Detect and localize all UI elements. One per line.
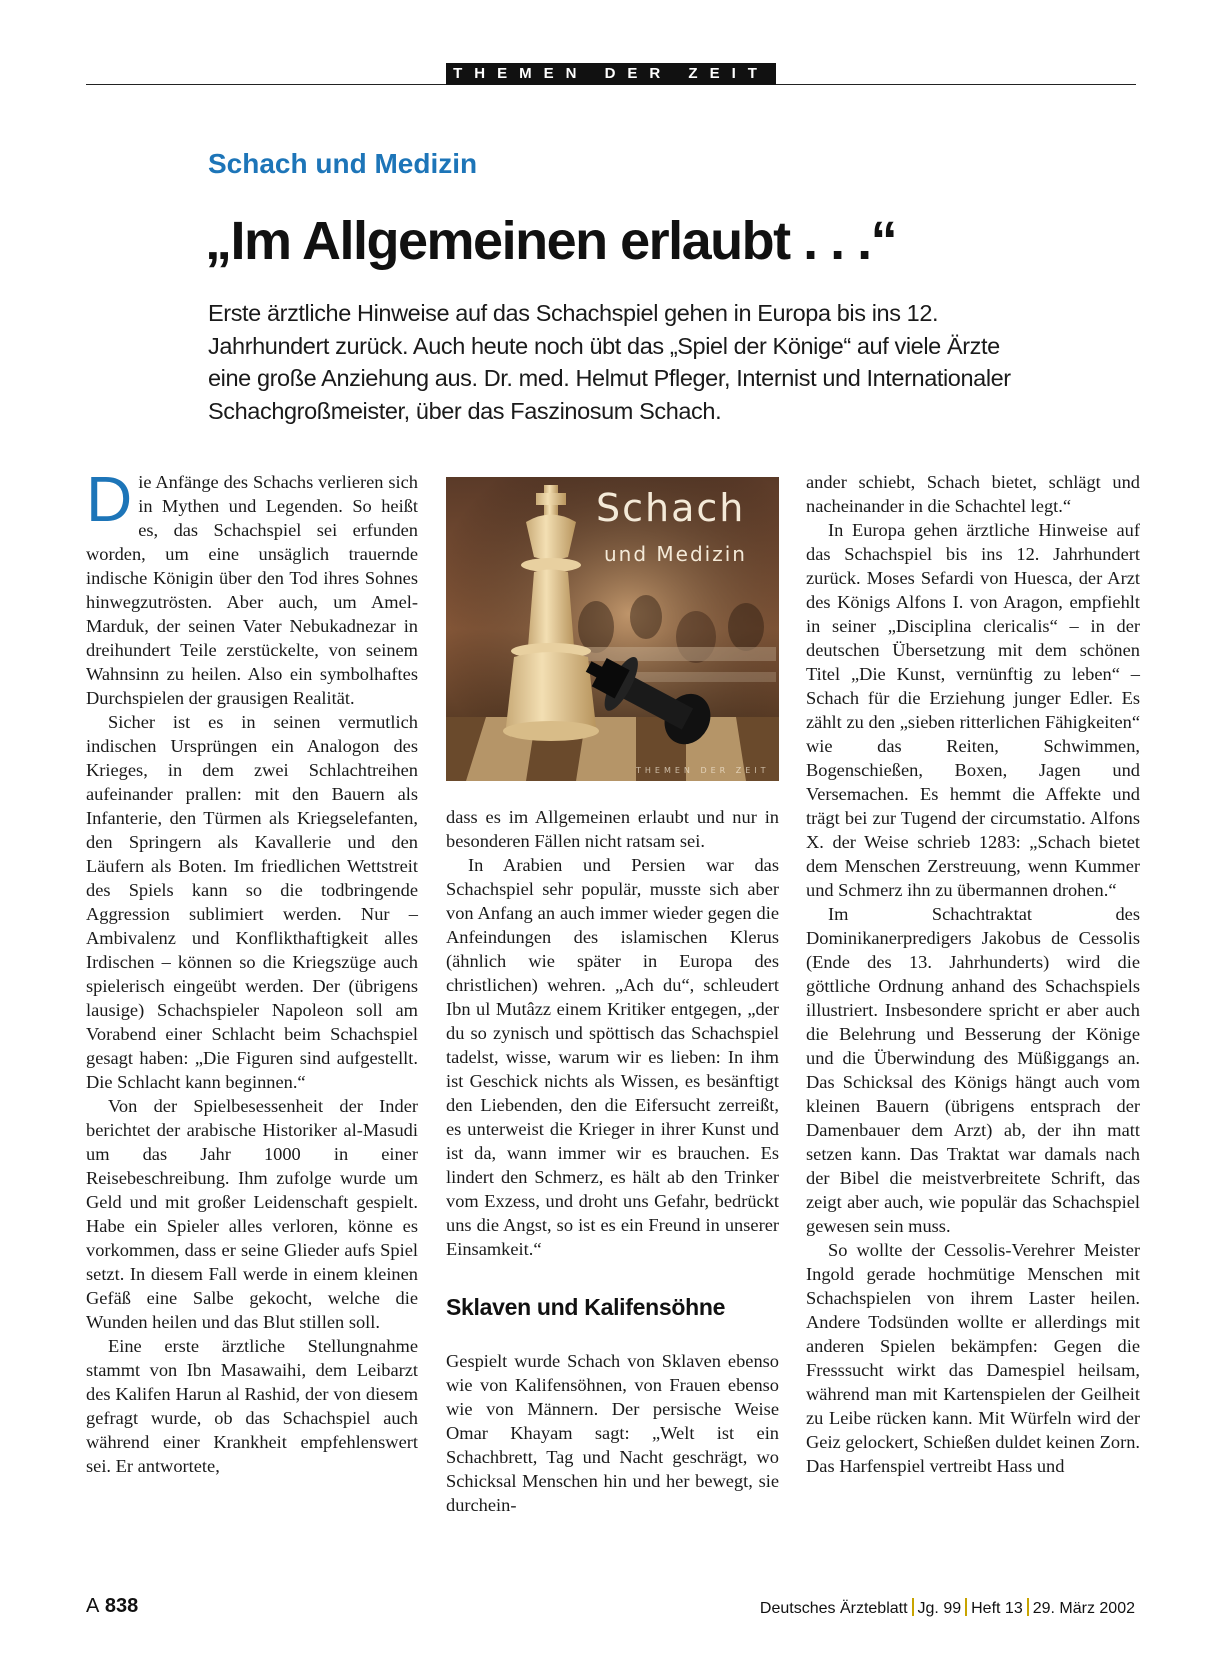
journal-info bbox=[760, 1598, 1135, 1618]
paragraph: Sicher ist es in seinen vermutlich indischen Ursprüngen ein Analogon des Krieges, in dem zwei Schlachtreihen aufeinander prallen: mit den Bauern als Infanterie, den Türmen als Kriegselefanten, den Springern als Kavallerie und den Läufern als Boten. Im friedlichen Wettstreit des Spiels kann so die todbringende Aggression sublimiert werden. Nur – Ambivalenz und Konflikthaftigkeit alles Irdischen – können so die Kriegszüge auch spielerisch eingeübt werden. Der (übrigens lausige) Schachspieler Napoleon soll am Vorabend einer Schlacht beim Schachspiel gesagt haben: „Die Figuren sind aufgestellt. Die Schlacht kann beginnen.“ bbox=[86, 712, 418, 1092]
paragraph: dass es im Allgemeinen erlaubt und nur in besonderen Fällen nicht ratsam sei. bbox=[446, 807, 779, 851]
paragraph: Von der Spielbesessenheit der Inder berichtet der arabische Historiker al-Masudi um das Jahr 1000 in einer Reisebeschreibung. Ihm zufolge wurde um Geld und mit großer Leidenschaft gespielt. Habe ein Spieler alles verloren, könne es vorkommen, dass er seine Glieder aufs Spiel setzt. In diesem Fall werde in einem kleinen Gefäß eine Salbe gekocht, welche die Wunden heilen und das Blut stillen soll. bbox=[86, 1096, 418, 1332]
section-tag: THEMEN DER ZEIT bbox=[446, 63, 776, 85]
section-subhead: Sklaven und Kalifensöhne bbox=[446, 1294, 726, 1320]
photo-subtitle: und Medizin bbox=[604, 542, 747, 566]
paragraph: ander schiebt, Schach bietet, schlägt und nacheinander in die Schachtel legt.“ bbox=[806, 472, 1140, 516]
chess-photo bbox=[446, 477, 779, 781]
article-kicker: Schach und Medizin bbox=[208, 148, 478, 179]
journal-name: Deutsches Ärzteblatt bbox=[759, 1600, 908, 1617]
paragraph: In Europa gehen ärztliche Hinweise auf das Schachspiel bis ins 12. Jahrhundert zurück. Moses Sefardi von Huesca, der Arzt des Königs Alfons I. von Aragon, empfiehlt in seiner „Disciplina clericalis“ – in der deutschen Übersetzung mit dem schönen Titel „Die Kunst, vernünftig zu leben“ – Schach für die Erziehung junger Edler. Es zählt zu den „sieben ritterlichen Fähigkeiten“ wie das Reiten, Schwimmen, Bogenschießen, Boxen, Jagen und Versemachen. Es hemmt die Affekte und trägt bei zur Tugend der circumstatio. Alfons X. der Weise schrieb 1283: „Schach bietet dem Menschen Zerstreuung, wenn Kummer und Schmerz ihn zu übermannen drohen.“ bbox=[806, 520, 1140, 900]
chess-photo-graphic bbox=[446, 477, 779, 781]
photo-strip-text: THEMEN DER ZEIT bbox=[636, 766, 770, 775]
column-2 bbox=[446, 805, 779, 1517]
paragraph: Eine erste ärztliche Stellungnahme stammt von Ibn Masawaihi, dem Leibarzt des Kalifen Harun al Rashid, der von diesem gefragt wurde, ob das Schachspiel auch während einer Krankheit empfehlenswert sei. Er antwortete, bbox=[86, 1336, 418, 1476]
column-1 bbox=[86, 463, 418, 1478]
dropcap: D bbox=[86, 463, 133, 535]
article-headline: „Im Allgemeinen erlaubt . . .“ bbox=[205, 211, 897, 271]
journal-issue: Heft 13 bbox=[971, 1600, 1023, 1617]
journal-date: 29. März 2002 bbox=[1032, 1600, 1135, 1617]
paragraph: Gespielt wurde Schach von Sklaven ebenso wie von Kalifensöhnen, von Frauen ebenso wie von Männern. Der persische Weise Omar Khayam sagt: „Welt ist ein Schachbrett, Tag und Nacht geschrägt, wo Schicksal Menschen hin und her bewegt, sie durchein- bbox=[446, 1351, 779, 1515]
column-3 bbox=[806, 470, 1140, 1478]
paragraph: Die Anfänge des Schachs verlieren sich in Mythen und Legenden. So heißt es, das Schachspiel sei erfunden worden, um eine unsäglich trauernde indische Königin über den Tod ihres Sohnes hinwegzutrösten. Aber auch, um Amel-Marduk, der seinen Vater Nebukadnezar in dreihundert Teile zerstückelte, von seinem Wahnsinn zu heilen. Also ein symbolhaftes Durchspielen der grausigen Realität. bbox=[86, 463, 418, 708]
page-number: A 838 bbox=[86, 1595, 139, 1617]
paragraph: So wollte der Cessolis-Verehrer Meister Ingold gerade hochmütige Menschen mit Schachspielen von ihrem Laster heilen. Andere Todsünden wollte er allerdings mit anderen Spielen bekämpfen: Gegen die Fresssucht wirkt das Damespiel heilsam, während man mit Kartenspielen der Geilheit zu Leibe rücken kann. Mit Würfeln wird der Geiz gelockert, Schießen duldet keinen Zorn. Das Harfenspiel vertreibt Hass und bbox=[806, 1240, 1140, 1476]
photo-title: Schach bbox=[596, 486, 746, 530]
journal-volume: Jg. 99 bbox=[917, 1600, 962, 1617]
paragraph: Im Schachtraktat des Dominikanerpredigers Jakobus de Cessolis (Ende des 13. Jahrhunderts) wird die göttliche Ordnung anhand des Schachspiels illustriert. Insbesondere spricht er aber auch die Belehrung und Besserung der Könige und die Überwindung des Müßiggangs an. Das Schicksal des Königs hängt auch vom kleinen Bauern (übrigens entsprach der Damenbauer dem Arzt) ab, der ihn matt setzen kann. Das Traktat war damals nach der Bibel die meistverbreitete Schrift, das zeigt aber auch, wie populär das Schachspiel gewesen sein muss. bbox=[806, 904, 1140, 1236]
paragraph: In Arabien und Persien war das Schachspiel sehr populär, musste sich aber von Anfang an auch immer wieder gegen die Anfeindungen des islamischen Klerus (ähnlich wie später in Europa des christlichen) wehren. „Ach du“, schleudert Ibn ul Mutâzz einem Kritiker entgegen, „der du so zynisch und spöttisch das Schachspiel tadelst, wisse, warum wir es lieben: In ihm ist Geschick nichts als Wissen, es besänftigt den Liebenden, den die Eifersucht zerreißt, es unterweist die Krieger in ihrer Kunst und ist da, wann immer wir es brauchen. Es lindert den Schmerz, es hält ab den Trinker vom Exzess, und droht uns Gefahr, bedrückt uns die Angst, so ist es ein Freund in unserer Einsamkeit.“ bbox=[446, 855, 779, 1259]
article-lead: Erste ärztliche Hinweise auf das Schachspiel gehen in Europa bis ins 12. Jahrhundert zurück. Auch heute noch übt das „Spiel der Könige“ auf viele Ärzte eine große Anziehung aus. Dr. med. Helmut Pfleger, Internist und Internationaler Schachgroßmeister, über das Faszinosum Schach. bbox=[208, 300, 1011, 424]
